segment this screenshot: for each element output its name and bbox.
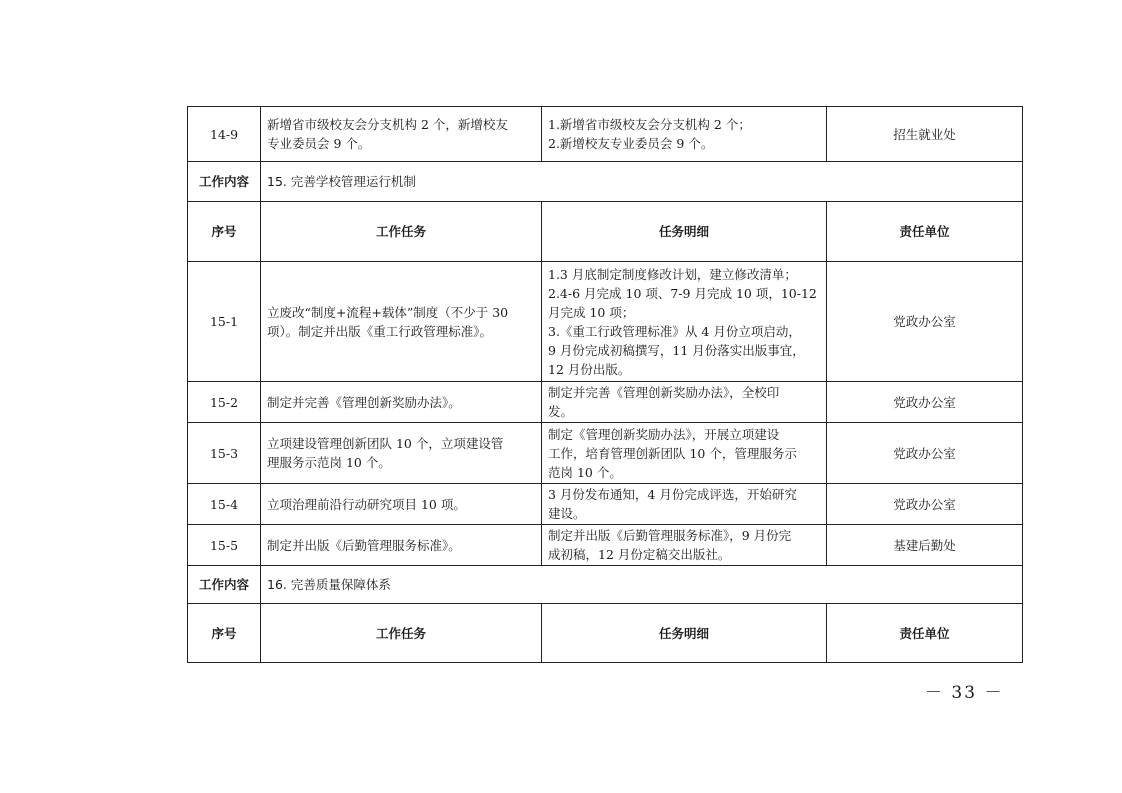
header-task: 工作任务	[261, 202, 542, 262]
table-row	[188, 262, 1023, 382]
page-number: － 33 －	[925, 683, 1004, 703]
row-id: 14-9	[188, 107, 261, 162]
unit-cell: 党政办公室	[827, 382, 1023, 423]
header-detail: 任务明细	[542, 202, 827, 262]
work-plan-table	[187, 106, 1023, 663]
row-id: 15-5	[188, 525, 261, 566]
detail-line: 2.4-6 月完成 10 项、7-9 月完成 10 项，10-12	[548, 285, 817, 301]
unit-cell: 基建后勤处	[827, 525, 1023, 566]
header-detail: 任务明细	[542, 604, 827, 663]
detail-cell	[542, 484, 827, 525]
table-row	[188, 525, 1023, 566]
detail-line: 1.新增省市级校友会分支机构 2 个；	[548, 117, 751, 132]
unit-cell: 招生就业处	[827, 107, 1023, 162]
header-unit: 责任单位	[827, 604, 1023, 663]
row-id: 15-2	[188, 382, 261, 423]
task-line: 新增省市级校友会分支机构 2 个，新增校友	[267, 117, 508, 132]
detail-cell	[542, 107, 827, 162]
unit-cell: 党政办公室	[827, 262, 1023, 382]
detail-line: 制定并完善《管理创新奖励办法》，全校印	[548, 385, 780, 400]
header-row	[188, 202, 1023, 262]
detail-line: 工作，培育管理创新团队 10 个，管理服务示	[548, 445, 797, 461]
detail-line: 2.新增校友专业委员会 9 个。	[548, 136, 714, 151]
task-cell	[261, 525, 542, 566]
detail-cell	[542, 525, 827, 566]
table-row	[188, 484, 1023, 525]
task-line: 理服务示范岗 10 个。	[267, 455, 391, 470]
task-line: 立项建设管理创新团队 10 个，立项建设管	[267, 436, 504, 451]
detail-line: 3 月份发布通知，4 月份完成评选，开始研究	[548, 487, 797, 502]
task-cell	[261, 484, 542, 525]
detail-line: 范岗 10 个。	[548, 464, 622, 480]
task-line: 专业委员会 9 个。	[267, 136, 371, 151]
detail-line: 12 月份出版。	[548, 361, 631, 377]
task-line: 制定并出版《后勤管理服务标准》。	[267, 537, 461, 553]
task-cell	[261, 262, 542, 382]
header-row	[188, 604, 1023, 663]
header-id: 序号	[188, 202, 261, 262]
task-line: 制定并完善《管理创新奖励办法》。	[267, 394, 461, 410]
detail-line: 9 月份完成初稿撰写，11 月份落实出版事宜，	[548, 342, 805, 358]
header-id: 序号	[188, 604, 261, 663]
header-unit: 责任单位	[827, 202, 1023, 262]
detail-line: 成初稿，12 月份定稿交出版社。	[548, 547, 731, 562]
detail-cell	[542, 262, 827, 382]
detail-line: 3.《重工行政管理标准》从 4 月份立项启动，	[548, 323, 801, 339]
header-task: 工作任务	[261, 604, 542, 663]
row-id: 15-1	[188, 262, 261, 382]
section-label: 工作内容	[188, 566, 261, 604]
task-cell	[261, 423, 542, 484]
unit-cell: 党政办公室	[827, 484, 1023, 525]
row-id: 15-4	[188, 484, 261, 525]
detail-line: 建设。	[548, 506, 586, 521]
task-cell	[261, 107, 542, 162]
row-id: 15-3	[188, 423, 261, 484]
detail-line: 制定《管理创新奖励办法》，开展立项建设	[548, 426, 780, 442]
detail-line: 1.3 月底制定制度修改计划，建立修改清单；	[548, 266, 797, 282]
section-title: 16. 完善质量保障体系	[261, 566, 1023, 604]
section-title-row	[188, 162, 1023, 202]
detail-line: 制定并出版《后勤管理服务标准》，9 月份完	[548, 528, 792, 543]
table-row	[188, 107, 1023, 162]
task-line: 立废改“制度+流程+载体”制度（不少于 30	[267, 304, 509, 320]
detail-cell	[542, 382, 827, 423]
task-line: 立项治理前沿行动研究项目 10 项。	[267, 496, 466, 512]
detail-cell	[542, 423, 827, 484]
task-cell	[261, 382, 542, 423]
task-line: 项）。制定并出版《重工行政管理标准》。	[267, 323, 493, 339]
section-label: 工作内容	[188, 162, 261, 202]
detail-line: 发。	[548, 404, 574, 419]
detail-line: 月完成 10 项；	[548, 304, 635, 320]
table-row	[188, 423, 1023, 484]
table-row	[188, 382, 1023, 423]
section-title: 15. 完善学校管理运行机制	[261, 162, 1023, 202]
unit-cell: 党政办公室	[827, 423, 1023, 484]
section-title-row	[188, 566, 1023, 604]
